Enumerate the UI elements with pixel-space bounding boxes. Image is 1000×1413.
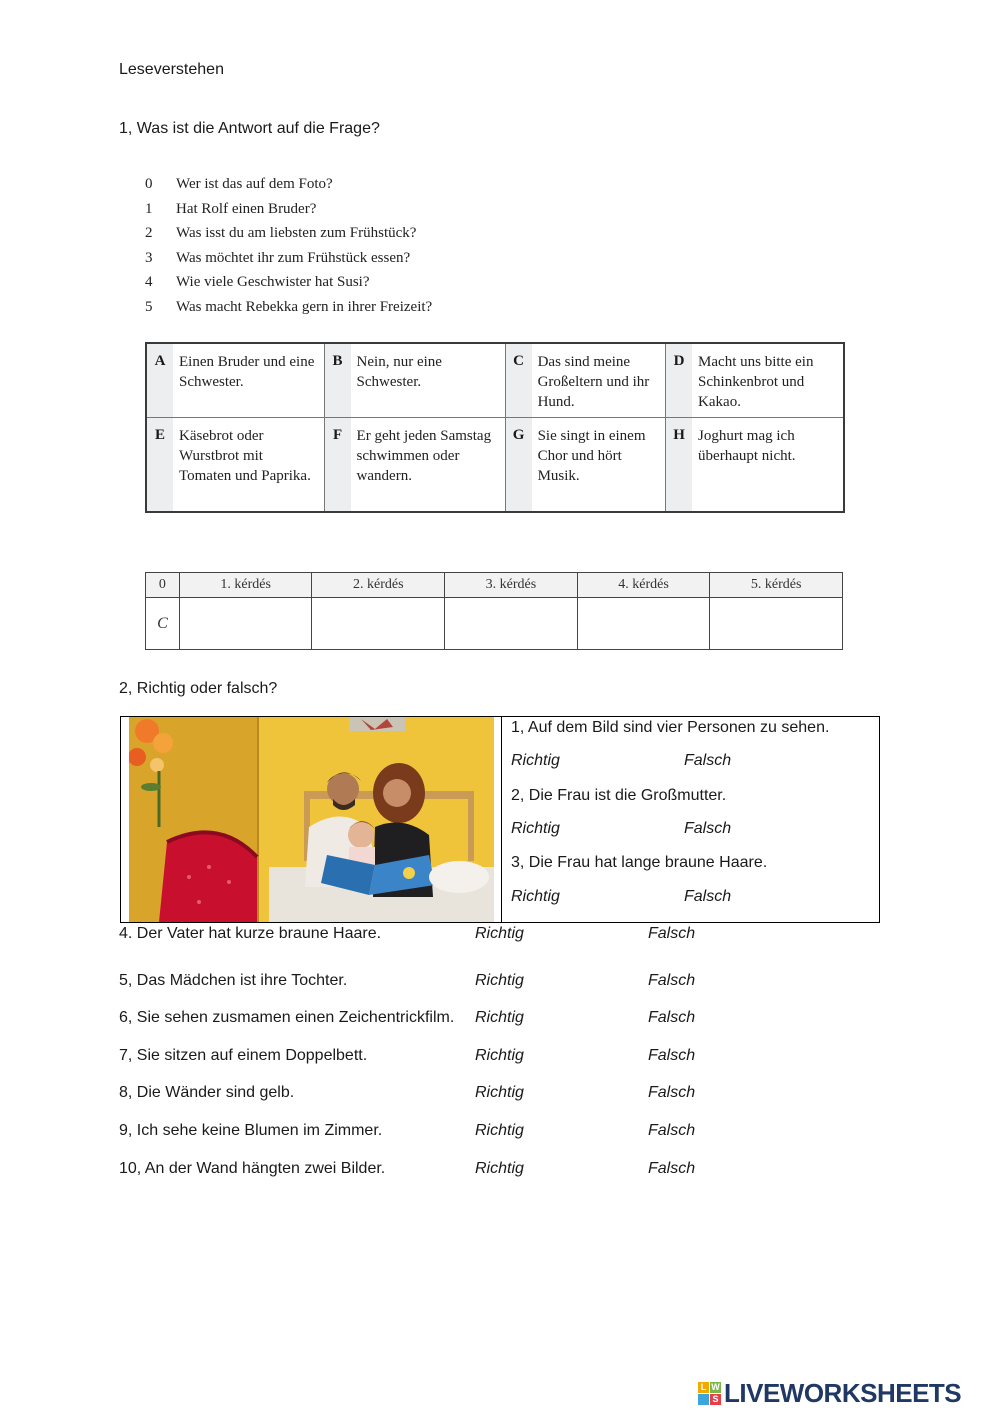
answer-option [505, 418, 665, 513]
grid-header: 2. kérdés [312, 573, 445, 598]
question-text: Hat Rolf einen Bruder? [176, 200, 317, 217]
falsch-option[interactable]: Falsch [648, 925, 696, 942]
answer-letter: B [325, 344, 351, 417]
falsch-option[interactable]: Falsch [648, 1009, 696, 1026]
statement-text: 4. Der Vater hat kurze braune Haare. [119, 925, 382, 942]
question-text: Was isst du am liebsten zum Frühstück? [176, 225, 417, 242]
box-statement-1: 1, Auf dem Bild sind vier Personen zu sehen. [511, 719, 830, 736]
answer-text: Käsebrot oder Wurstbrot mit Tomaten und Paprika. [179, 428, 311, 484]
richtig-option[interactable]: Richtig [475, 925, 524, 942]
richtig-option[interactable]: Richtig [475, 1084, 524, 1101]
statement-text: 9, Ich sehe keine Blumen im Zimmer. [119, 1122, 383, 1139]
question-row [145, 272, 432, 297]
question-number: 1 [145, 200, 153, 217]
falsch-option[interactable]: Falsch [648, 1122, 696, 1139]
answer-option [146, 343, 324, 418]
box-statement-2: 2, Die Frau ist die Großmutter. [511, 787, 727, 804]
answer-option [146, 418, 324, 513]
richtig-option[interactable]: Richtig [475, 1009, 524, 1026]
grid-header: 5. kérdés [710, 573, 843, 598]
grid-answer-input-2[interactable] [312, 598, 445, 650]
answer-letter: A [147, 344, 173, 417]
grid-answer-input-3[interactable] [445, 598, 578, 650]
question-list [145, 174, 432, 322]
richtig-option[interactable]: Richtig [511, 820, 560, 837]
grid-answer-input-1[interactable] [179, 598, 312, 650]
grid-answer-input-5[interactable] [710, 598, 843, 650]
statement-row [119, 972, 696, 990]
answer-option [505, 343, 665, 418]
statement-row [119, 1047, 696, 1065]
statement-row [119, 925, 696, 943]
answer-option [324, 418, 505, 513]
richtig-option[interactable]: Richtig [511, 752, 560, 769]
statement-row [119, 1122, 696, 1140]
falsch-option[interactable]: Falsch [648, 1160, 696, 1177]
answer-letter: C [506, 344, 532, 417]
grid-header: 4. kérdés [577, 573, 710, 598]
statement-row [119, 1009, 696, 1027]
liveworksheets-logo [698, 1378, 961, 1409]
question-number: 0 [145, 176, 153, 192]
answer-text: Er geht jeden Samstag schwimmen oder wandern. [356, 428, 492, 484]
answer-grid [145, 572, 843, 650]
answer-letter: F [325, 418, 351, 511]
falsch-option[interactable]: Falsch [648, 1047, 696, 1064]
logo-text: LIVEWORKSHEETS [724, 1378, 962, 1408]
question-number: 2 [145, 225, 153, 242]
answer-letter: E [147, 418, 173, 511]
grid-answer-input-4[interactable] [577, 598, 710, 650]
falsch-option[interactable]: Falsch [648, 972, 696, 989]
logo-grid-icon: L W S [698, 1382, 721, 1405]
falsch-option[interactable]: Falsch [684, 820, 732, 837]
question-number: 4 [145, 274, 153, 291]
falsch-option[interactable]: Falsch [684, 752, 732, 769]
statement-text: 6, Sie sehen zusmamen einen Zeichentrickfilm. [119, 1009, 455, 1026]
answer-text: Macht uns bitte ein Schinkenbrot und Kakao. [698, 354, 814, 410]
falsch-option[interactable]: Falsch [684, 888, 732, 905]
statement-text: 10, An der Wand hängten zwei Bilder. [119, 1160, 386, 1177]
statement-text: 7, Sie sitzen auf einem Doppelbett. [119, 1047, 368, 1064]
answer-option [324, 343, 505, 418]
picture-question-box [120, 716, 880, 923]
statement-text: 8, Die Wänder sind gelb. [119, 1084, 295, 1101]
statement-row [119, 1084, 696, 1102]
answer-text: Joghurt mag ich überhaupt nicht. [698, 428, 796, 464]
answer-text: Nein, nur eine Schwester. [356, 354, 442, 390]
statement-row [119, 1160, 696, 1178]
question-text: Wer ist das auf dem Foto? [176, 176, 333, 192]
answer-option [666, 343, 844, 418]
box-statement-3: 3, Die Frau hat lange braune Haare. [511, 854, 768, 871]
grid-header: 1. kérdés [179, 573, 312, 598]
question-row [145, 199, 432, 224]
richtig-option[interactable]: Richtig [475, 1122, 524, 1139]
grid-example-answer: C [146, 598, 180, 650]
question-text: Was möchtet ihr zum Frühstück essen? [176, 249, 411, 266]
question-number: 5 [145, 298, 153, 315]
richtig-option[interactable]: Richtig [475, 1047, 524, 1064]
page-title: Leseverstehen [119, 61, 224, 78]
question-row [145, 248, 432, 273]
question-row [145, 297, 432, 322]
answer-options-table [145, 342, 845, 513]
question-row [145, 223, 432, 248]
richtig-option[interactable]: Richtig [475, 1160, 524, 1177]
answer-text: Einen Bruder und eine Schwester. [179, 354, 315, 390]
answer-option [666, 418, 844, 513]
answer-text: Sie singt in einem Chor und hört Musik. [537, 428, 646, 484]
section1-heading: 1, Was ist die Antwort auf die Frage? [119, 120, 380, 137]
grid-header: 3. kérdés [445, 573, 578, 598]
answer-letter: D [666, 344, 692, 417]
family-photo [129, 717, 494, 922]
question-number: 3 [145, 249, 153, 266]
grid-header: 0 [146, 573, 180, 598]
box-divider [501, 717, 502, 922]
section2-heading: 2, Richtig oder falsch? [119, 680, 278, 697]
question-text: Was macht Rebekka gern in ihrer Freizeit? [176, 298, 433, 315]
question-row [145, 174, 432, 199]
richtig-option[interactable]: Richtig [511, 888, 560, 905]
answer-text: Das sind meine Großeltern und ihr Hund. [537, 354, 650, 410]
statement-text: 5, Das Mädchen ist ihre Tochter. [119, 972, 348, 989]
richtig-option[interactable]: Richtig [475, 972, 524, 989]
falsch-option[interactable]: Falsch [648, 1084, 696, 1101]
answer-letter: G [506, 418, 532, 511]
question-text: Wie viele Geschwister hat Susi? [176, 274, 370, 291]
answer-letter: H [666, 418, 692, 511]
